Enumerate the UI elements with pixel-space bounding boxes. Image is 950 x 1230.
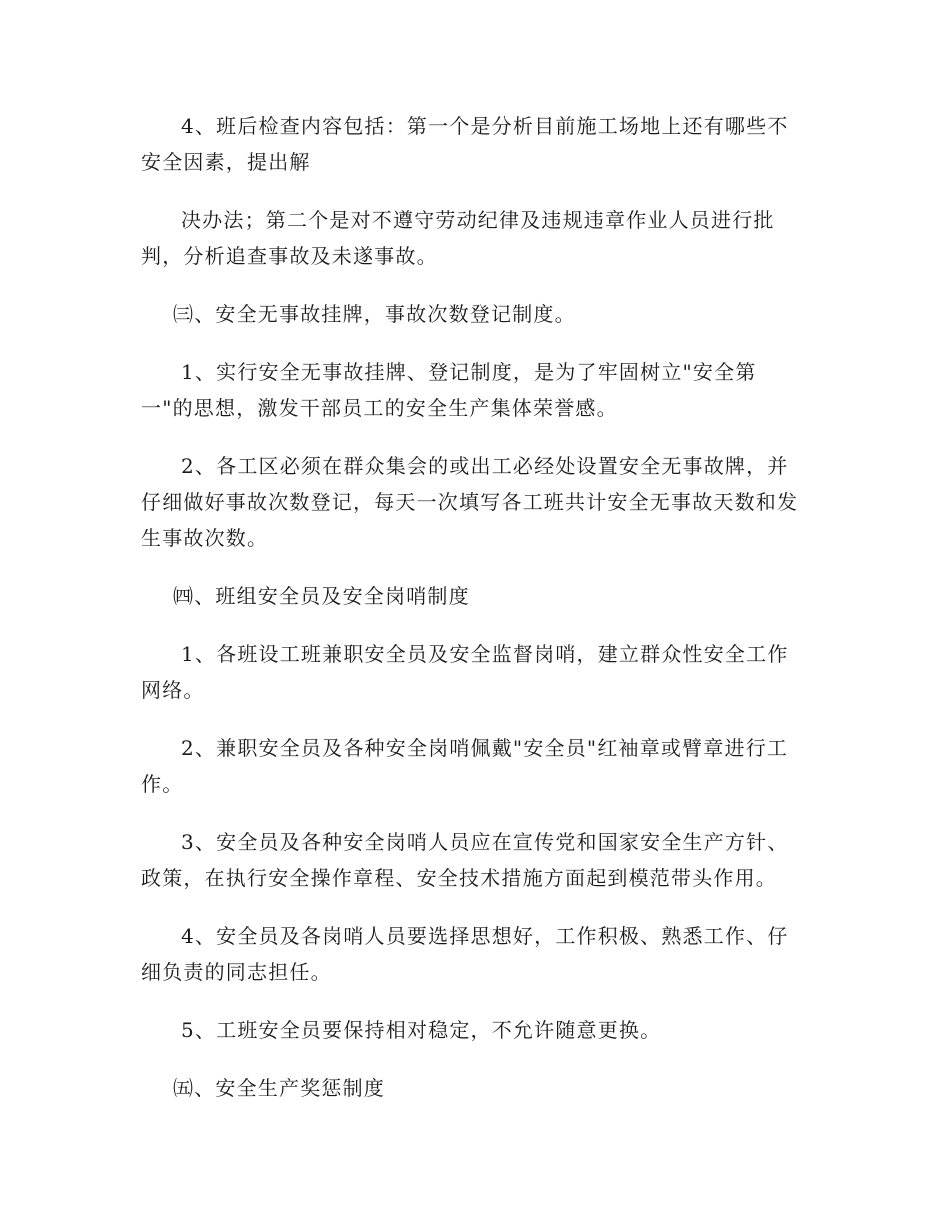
section-heading-3: ㈢、安全无事故挂牌，事故次数登记制度。 xyxy=(173,302,576,326)
paragraph-4-3: 3、安全员及各种安全岗哨人员应在宣传党和国家安全生产方针、政策，在执行安全操作章程、安全技术措施方面起到模范带头作用。 xyxy=(141,830,789,890)
paragraph-3-2: 2、各工区必须在群众集会的或出工必经处设置安全无事故牌，并仔细做好事故次数登记，每天一次填写各工班共计安全无事故天数和发生事故次数。 xyxy=(141,454,799,550)
section-heading-4: ㈣、班组安全员及安全岗哨制度 xyxy=(173,584,470,608)
document-body xyxy=(141,108,809,1128)
paragraph-4-5: 5、工班安全员要保持相对稳定，不允许随意更换。 xyxy=(181,1018,662,1042)
paragraph-post-shift-inspection: 4、班后检查内容包括：第一个是分析目前施工场地上还有哪些不安全因素，提出解 xyxy=(141,114,789,174)
paragraph-4-2: 2、兼职安全员及各种安全岗哨佩戴"安全员"红袖章或臂章进行工作。 xyxy=(141,736,789,796)
paragraph-4-4: 4、安全员及各岗哨人员要选择思想好，工作积极、熟悉工作、仔细负责的同志担任。 xyxy=(141,924,789,984)
section-heading-5: ㈤、安全生产奖惩制度 xyxy=(173,1076,385,1100)
paragraph-4-1: 1、各班设工班兼职安全员及安全监督岗哨，建立群众性安全工作网络。 xyxy=(141,642,789,702)
paragraph-3-1: 1、实行安全无事故挂牌、登记制度，是为了牢固树立"安全第一"的思想，激发干部员工的安全生产集体荣誉感。 xyxy=(141,360,757,420)
paragraph-post-shift-inspection-continued: 决办法；第二个是对不遵守劳动纪律及违规违章作业人员进行批判，分析追查事故及未遂事故。 xyxy=(141,208,775,268)
